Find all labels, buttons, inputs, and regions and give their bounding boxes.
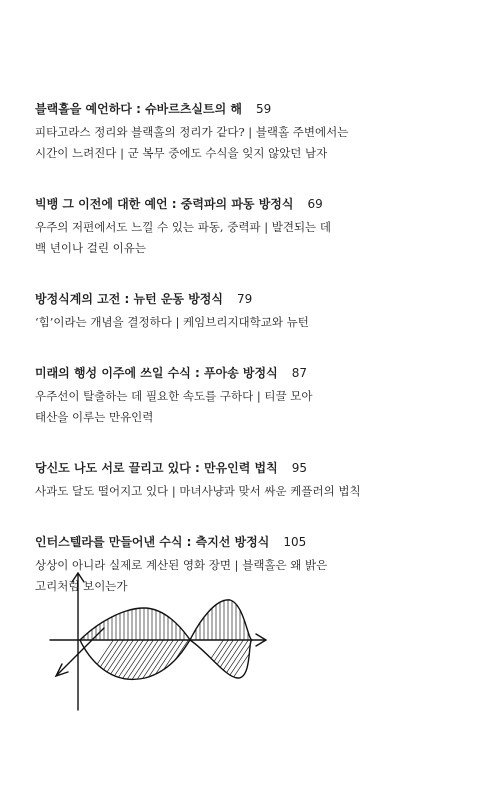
- toc-entry-heading: [35, 533, 475, 551]
- toc-entry-page: 105: [283, 535, 307, 549]
- description-line: 피타고라스 정리와 블랙홀의 정리가 같다? | 블랙홀 주변에서는: [35, 125, 349, 139]
- wave-sketch-figure: [40, 570, 280, 724]
- toc-entry-page: 95: [291, 461, 307, 475]
- toc-entry-description: [35, 481, 475, 502]
- toc-entry-title: 인터스텔라를 만들어낸 수식 : 측지선 방정식: [35, 535, 270, 549]
- description-line: 우주선이 탈출하는 데 필요한 속도를 구하다 | 티끌 모아: [35, 389, 313, 403]
- table-of-contents: [35, 100, 475, 628]
- description-line: 시간이 느려진다 | 군 복무 중에도 수식을 잊지 않았던 남자: [35, 146, 328, 160]
- toc-entry: [35, 459, 475, 502]
- toc-entry-heading: [35, 290, 475, 308]
- description-line: 백 년이나 걸린 이유는: [35, 241, 146, 255]
- toc-entry: [35, 195, 475, 259]
- description-line: 우주의 저편에서도 느낄 수 있는 파동, 중력파 | 발견되는 데: [35, 220, 331, 234]
- toc-entry: [35, 290, 475, 333]
- toc-entry-title: 블랙홀을 예언하다 : 슈바르츠실트의 해: [35, 102, 242, 116]
- description-line: ‘힘’이라는 개념을 결정하다 | 케임브리지대학교와 뉴턴: [35, 315, 309, 329]
- toc-entry-description: [35, 122, 475, 164]
- toc-entry: [35, 100, 475, 164]
- toc-entry-heading: [35, 364, 475, 382]
- toc-entry-title: 당신도 나도 서로 끌리고 있다 : 만유인력 법칙: [35, 461, 278, 475]
- toc-entry-heading: [35, 459, 475, 477]
- toc-entry-title: 빅뱅 그 이전에 대한 예언 : 중력파의 파동 방정식: [35, 197, 294, 211]
- toc-entry-description: [35, 386, 475, 428]
- description-line: 사과도 달도 떨어지고 있다 | 마녀사냥과 맞서 싸운 케플러의 법칙: [35, 484, 361, 498]
- toc-entry-heading: [35, 100, 475, 118]
- toc-entry-heading: [35, 195, 475, 213]
- description-line: 태산을 이루는 만유인력: [35, 410, 154, 424]
- toc-entry-page: 59: [255, 102, 272, 116]
- toc-entry-title: 미래의 행성 이주에 쓰일 수식 : 푸아송 방정식: [35, 366, 278, 380]
- toc-entry-description: [35, 217, 475, 259]
- toc-entry-page: 79: [236, 292, 253, 306]
- toc-entry-description: [35, 312, 475, 333]
- toc-entry-page: 87: [291, 366, 307, 380]
- description-line: 상상이 아니라 실제로 계산된 영화 장면 | 블랙홀은 왜 밝은: [35, 558, 328, 572]
- hand-drawn-wave-sketch-icon: [40, 570, 280, 720]
- toc-entry: [35, 364, 475, 428]
- toc-entry-page: 69: [307, 197, 323, 211]
- toc-entry-title: 방정식계의 고전 : 뉴턴 운동 방정식: [35, 292, 223, 306]
- description-line: 고리처럼 보이는가: [35, 579, 128, 593]
